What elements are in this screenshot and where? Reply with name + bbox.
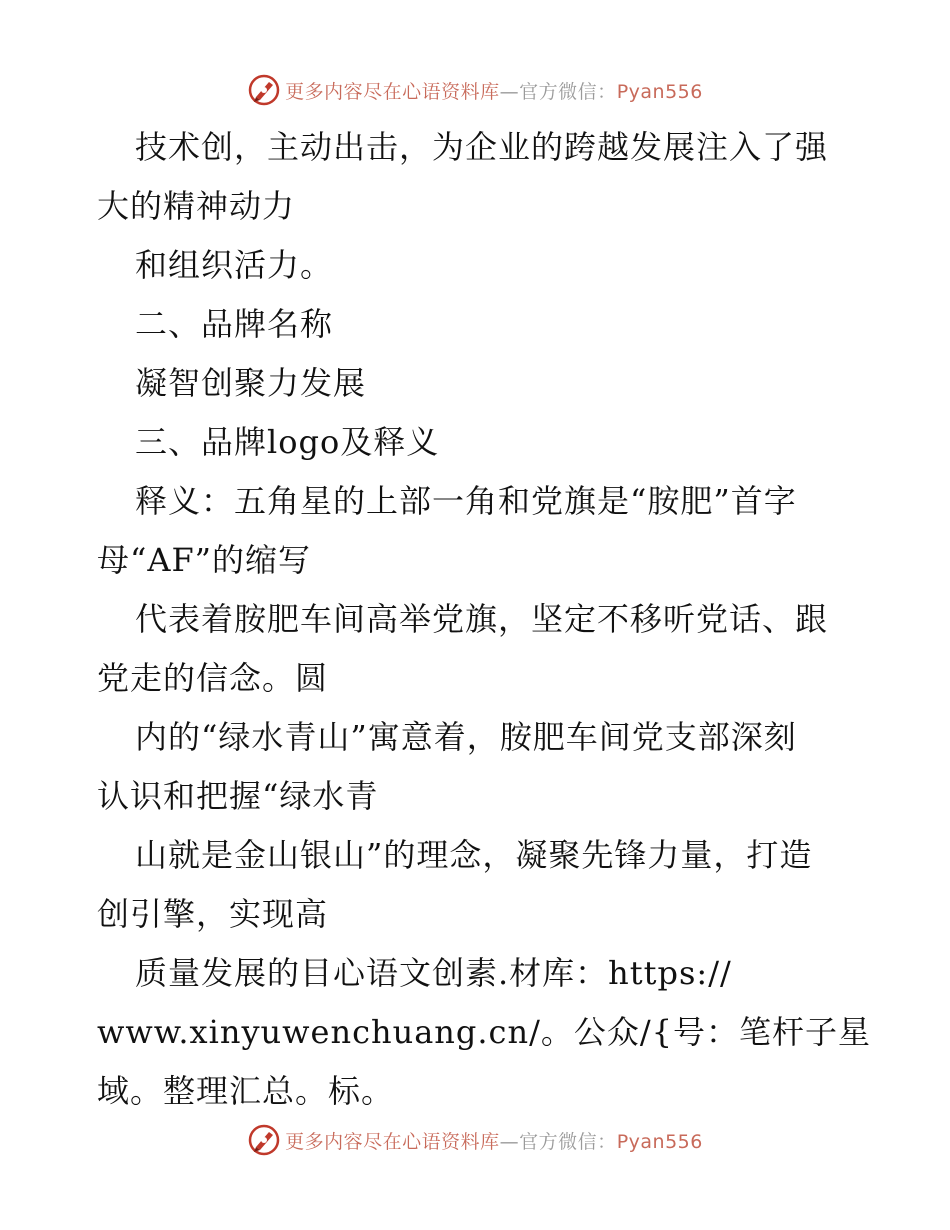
body-line: www.xinyuwenchuang.cn/。公众/{号：笔杆子星 [97,1013,872,1051]
document-body [97,118,872,1121]
body-line: 技术创，主动出击，为企业的跨越发展注入了强 [135,128,829,166]
section-heading: 二、品牌名称 [135,305,334,343]
banner-site-text: 更多内容尽在心语资料库 [285,80,500,103]
pen-logo-icon [247,1123,281,1157]
body-line: 认识和把握“绿水青 [97,777,379,815]
section-heading: 三、品牌logo及释义 [135,423,440,461]
banner-wechat-label: 官方微信： [519,1130,617,1153]
banner-site-text: 更多内容尽在心语资料库 [285,1130,500,1153]
banner-wechat-label: 官方微信： [519,80,617,103]
body-line: 母“AF”的缩写 [97,541,312,579]
banner-separator: — [499,1130,520,1153]
body-line: 释义：五角星的上部一角和党旗是“胺肥”首字 [135,482,797,520]
body-line: 山就是金山银山”的理念，凝聚先锋力量，打造 [135,836,813,874]
body-line: 大的精神动力 [97,187,296,225]
body-line: 域。整理汇总。标。 [97,1072,395,1110]
body-line: 和组织活力。 [135,246,334,284]
banner-wechat-id: Pyan556 [616,80,703,103]
body-line: 质量发展的目心语文创素.材库：https:// [135,954,732,992]
body-line: 内的“绿水青山”寓意着，胺肥车间党支部深刻 [135,718,797,756]
body-line: 凝智创聚力发展 [135,364,367,402]
header-banner [0,68,950,112]
banner-separator: — [499,80,520,103]
body-line: 创引擎，实现高 [97,895,329,933]
body-line: 党走的信念。圆 [97,659,329,697]
body-line: 代表着胺肥车间高举党旗，坚定不移听党话、跟 [135,600,829,638]
banner-wechat-id: Pyan556 [616,1130,703,1153]
footer-banner [0,1118,950,1162]
pen-logo-icon [247,73,281,107]
